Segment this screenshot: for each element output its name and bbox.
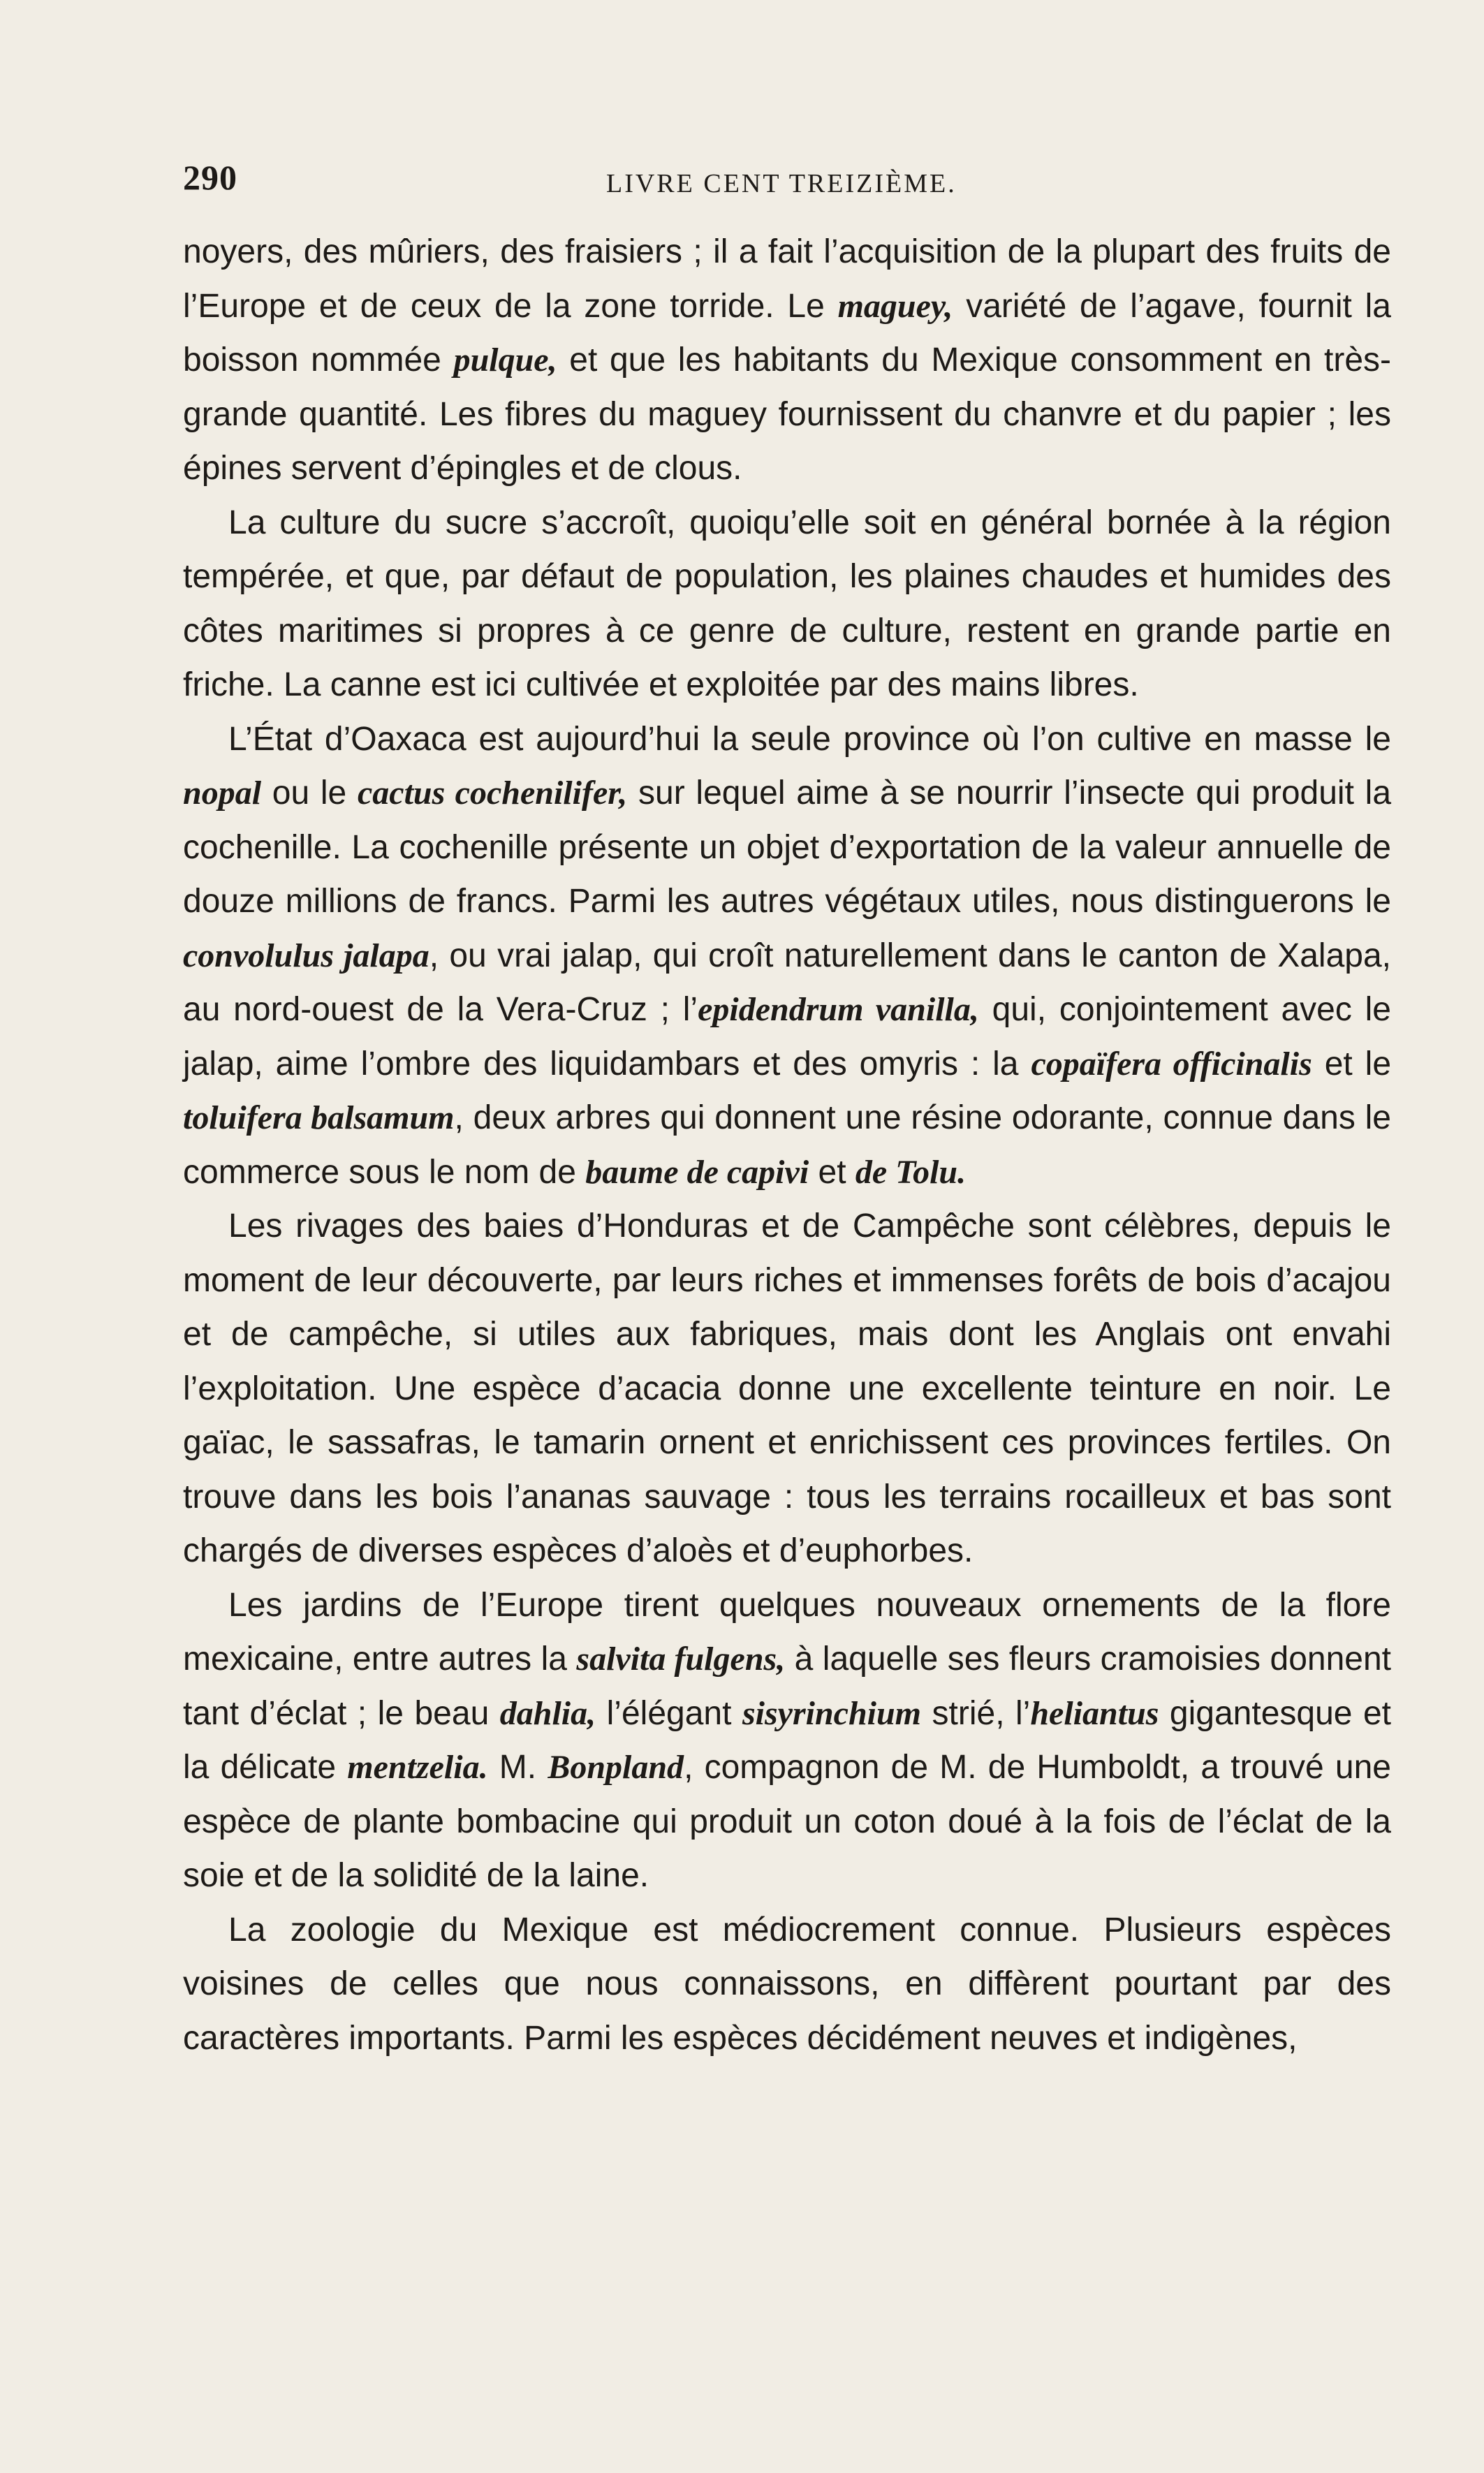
italic-term: de Tolu.: [855, 1153, 967, 1191]
text-run: et le: [1312, 1045, 1392, 1083]
italic-term: copaïfera officinalis: [1031, 1045, 1312, 1083]
italic-term: nopal: [183, 775, 262, 812]
text-run: et: [809, 1153, 855, 1191]
italic-term: convolulus jalapa: [183, 937, 429, 974]
italic-term: salvita fulgens,: [576, 1641, 786, 1678]
paragraph: [183, 225, 1391, 496]
italic-term: epidendrum vanilla,: [698, 991, 979, 1028]
text-run: variété de l’agave, fournit la boisson nommée: [183, 287, 1391, 379]
text-run: La culture du sucre s’accroît, quoiqu’elle soit en général bornée à la région tempérée, et que, par défaut de population, les plaines chaudes et humides des côtes maritimes si propres à ce genre de culture, restent en grande partie en friche. La canne est ici cultivée et exploitée par des mains libres.: [183, 504, 1391, 703]
italic-term: baume de capivi: [585, 1153, 809, 1191]
running-head: LIVRE CENT TREIZIÈME.: [606, 169, 957, 198]
text-run: La zoologie du Mexique est médiocrement connue. Plusieurs espèces voisines de celles que nous connaissons, en diffèrent pourtant par des caractères importants. Parmi les espèces décidément neuves et indigènes,: [183, 1911, 1391, 2057]
text-run: Les rivages des baies d’Honduras et de Campêche sont célèbres, depuis le moment de leur découverte, par leurs riches et immenses forêts de bois d’acajou et de campêche, si utiles aux fabriques, mais dont les Anglais ont envahi l’exploitation. Une espèce d’acacia donne une excellente teinture en noir. Le gaïac, le sassafras, le tamarin ornent et enrichissent ces provinces fertiles. On trouve dans les bois l’ananas sauvage : tous les terrains rocailleux et bas sont chargés de diverses espèces d’aloès et d’euphorbes.: [183, 1208, 1391, 1569]
text-run: qui, conjointement avec le jalap, aime l’ombre des liquidambars et des omyris : la: [183, 991, 1392, 1083]
paragraph: [183, 1903, 1391, 2066]
page-header: [183, 157, 1391, 206]
text-run: à laquelle ses fleurs cramoisies donnent tant d’éclat ; le beau: [183, 1641, 1392, 1732]
body-text: [183, 225, 1391, 2065]
italic-term: Bonpland: [548, 1749, 684, 1786]
italic-term: maguey,: [837, 287, 953, 325]
text-run: l’élégant: [596, 1694, 742, 1732]
paragraph: [183, 1199, 1391, 1578]
text-run: ou le: [261, 775, 358, 812]
text-run: L’État d’Oaxaca est aujourd’hui la seule province où l’on cultive en masse le: [228, 720, 1391, 758]
text-run: Les jardins de l’Europe tirent quelques nouveaux ornements de la flore mexicaine, entre autres la: [183, 1586, 1391, 1678]
text-run: et que les habitants du Mexique consomment en très-grande quantité. Les fibres du maguey fournissent du chanvre et du papier ; les épines servent d’épingles et de clous.: [183, 342, 1391, 487]
page-number: 290: [183, 158, 237, 197]
paragraph: [183, 1578, 1391, 1903]
text-run: , deux arbres qui donnent une résine odorante, connue dans le commerce sous le nom de: [183, 1099, 1392, 1191]
italic-term: dahlia,: [499, 1694, 596, 1732]
text-run: , compagnon de M. de Humboldt, a trouvé une espèce de plante bombacine qui produit un coton doué à la fois de l’éclat de la soie et de la solidité de la laine.: [183, 1749, 1391, 1894]
italic-term: heliantus: [1030, 1694, 1159, 1732]
text-run: noyers, des mûriers, des fraisiers ; il a fait l’acquisition de la plupart des fruits de l’Europe et de ceux de la zone torride. Le: [183, 233, 1391, 325]
paragraph: [183, 712, 1391, 1200]
italic-term: toluifera balsamum: [183, 1099, 455, 1136]
text-run: strié, l’: [921, 1694, 1031, 1732]
text-run: sur lequel aime à se nourrir l’insecte qui produit la cochenille. La cochenille présente un objet d’exportation de la valeur annuelle de douze millions de francs. Parmi les autres végétaux utiles, nous distinguerons le: [183, 775, 1392, 920]
italic-term: pulque,: [453, 342, 557, 379]
italic-term: cactus cochenilifer,: [357, 775, 628, 812]
text-run: , ou vrai jalap, qui croît naturellement dans le canton de Xalapa, au nord-ouest de la Vera-Cruz ; l’: [183, 937, 1391, 1028]
text-run: M.: [487, 1749, 548, 1786]
italic-term: mentzelia.: [347, 1749, 488, 1786]
italic-term: sisyrinchium: [742, 1694, 922, 1732]
paragraph: [183, 496, 1391, 712]
text-run: gigantesque et la délicate: [183, 1694, 1392, 1786]
